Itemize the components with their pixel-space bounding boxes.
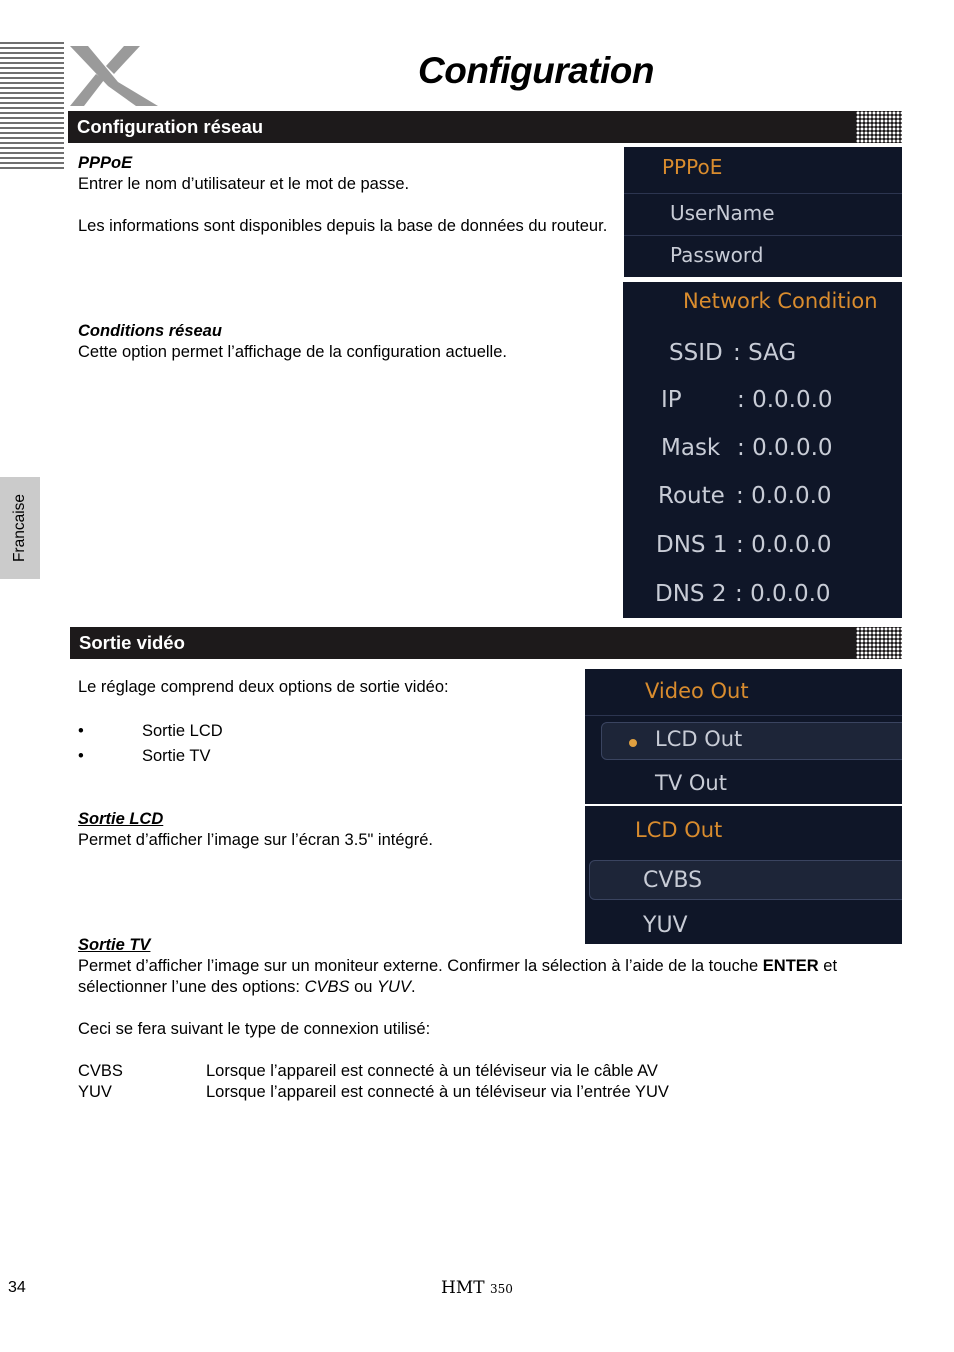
condition-row-mask: [661, 435, 902, 461]
connection-row: [78, 1082, 900, 1103]
section-title: Configuration réseau: [77, 116, 264, 137]
condition-sep: :: [735, 581, 743, 607]
screen-cvbs-item: CVBS: [643, 868, 703, 893]
condition-label: IP: [661, 387, 682, 413]
connection-key: YUV: [78, 1083, 112, 1101]
screen-separator: [585, 715, 902, 716]
section-bar-video: [70, 627, 902, 659]
tv-text-part: .: [410, 978, 416, 996]
condition-value: 0.0.0.0: [750, 581, 831, 607]
lcd-block: [78, 809, 578, 851]
conditions-heading: Conditions réseau: [78, 322, 222, 340]
condition-row-ssid: [669, 340, 902, 366]
tv-heading: Sortie TV: [78, 936, 151, 954]
model-main: HMT: [441, 1278, 485, 1298]
screenshot-lcd-out: [585, 806, 902, 944]
condition-row-dns1: [656, 532, 902, 558]
brand-x-logo: [66, 44, 166, 108]
language-label: Francaise: [11, 493, 28, 563]
conditions-line: Cette option permet l’affichage de la configuration actuelle.: [78, 343, 507, 361]
tv-text: [78, 956, 900, 998]
connection-row: [78, 1061, 900, 1082]
condition-label: Mask: [661, 435, 721, 461]
condition-label: DNS 1: [656, 532, 728, 558]
condition-value: 0.0.0.0: [752, 387, 833, 413]
model-name: [441, 1278, 513, 1298]
condition-label: DNS 2: [655, 581, 727, 607]
condition-sep: :: [733, 340, 741, 366]
bullet-text: Sortie LCD: [142, 722, 223, 740]
model-number: 350: [489, 1282, 513, 1296]
screen-lcd-out-item: LCD Out: [655, 727, 743, 751]
tv-block: [78, 935, 900, 998]
bullet-icon: •: [78, 722, 84, 740]
bullet-text: Sortie TV: [142, 747, 211, 765]
screen-separator: [624, 193, 902, 194]
condition-value: SAG: [748, 340, 797, 366]
language-side-tab: [0, 477, 40, 579]
screen-tv-out-item: TV Out: [655, 771, 727, 795]
connection-intro: Ceci se fera suivant le type de connexion utilisé:: [78, 1020, 431, 1038]
screen-lcd-out-title: LCD Out: [635, 818, 723, 842]
selected-dot-icon: [629, 739, 637, 747]
bullet-item: [78, 746, 378, 767]
condition-value: 0.0.0.0: [751, 532, 832, 558]
page-number: 34: [8, 1279, 26, 1296]
condition-row-ip: [661, 387, 902, 413]
screen-yuv-item: YUV: [643, 913, 688, 938]
screen-pppoe-password: Password: [670, 243, 764, 267]
tv-option: YUV: [377, 978, 411, 996]
condition-label: SSID: [669, 340, 723, 366]
pppoe-block: [78, 153, 618, 237]
condition-sep: :: [736, 532, 744, 558]
screenshot-network-condition: [623, 282, 902, 618]
pppoe-paragraph: Les informations sont disponibles depuis la base de données du routeur.: [78, 217, 608, 235]
tv-option: CVBS: [304, 978, 350, 996]
condition-sep: :: [737, 387, 745, 413]
screen-separator: [624, 235, 902, 236]
conditions-block: [78, 321, 618, 363]
screenshot-pppoe: [624, 147, 902, 277]
condition-label: Route: [658, 483, 725, 509]
screen-condition-title: Network Condition: [683, 289, 878, 313]
connection-desc: Lorsque l’appareil est connecté à un téléviseur via l’entrée YUV: [206, 1083, 669, 1101]
condition-sep: :: [737, 435, 745, 461]
tv-enter-key: ENTER: [762, 957, 819, 975]
header-stripes: [0, 42, 64, 172]
connection-table: [78, 1061, 900, 1103]
condition-value: 0.0.0.0: [752, 435, 833, 461]
condition-row-dns2: [655, 581, 902, 607]
lcd-text: Permet d’afficher l’image sur l’écran 3.5" intégré.: [78, 831, 433, 849]
screenshot-video-out: [585, 669, 902, 804]
connection-desc: Lorsque l’appareil est connecté à un téléviseur via le câble AV: [206, 1062, 658, 1080]
tv-text-part: Permet d’afficher l’image sur un moniteur externe. Confirmer la sélection à l’aide de la touche: [78, 957, 763, 975]
section-bar-network: [68, 111, 902, 143]
tv-text-part: et sélectionner l’une des options:: [78, 957, 838, 996]
pppoe-line: Entrer le nom d’utilisateur et le mot de passe.: [78, 175, 410, 193]
pppoe-heading: PPPoE: [78, 154, 133, 172]
screen-pppoe-title: PPPoE: [662, 155, 723, 179]
screen-pppoe-username: UserName: [670, 201, 775, 225]
section-title: Sortie vidéo: [79, 632, 185, 653]
condition-row-route: [658, 483, 902, 509]
tv-text-part: ou: [349, 978, 378, 996]
connection-key: CVBS: [78, 1062, 123, 1080]
bar-dots-pattern: [856, 111, 902, 143]
condition-sep: :: [736, 483, 744, 509]
page-title: Configuration: [418, 50, 655, 91]
condition-value: 0.0.0.0: [751, 483, 832, 509]
bullet-item: [78, 721, 378, 742]
video-intro: Le réglage comprend deux options de sortie vidéo:: [78, 678, 449, 696]
bar-dots-pattern: [856, 627, 902, 659]
lcd-heading: Sortie LCD: [78, 810, 164, 828]
screen-video-out-title: Video Out: [645, 679, 749, 703]
bullet-icon: •: [78, 747, 84, 765]
